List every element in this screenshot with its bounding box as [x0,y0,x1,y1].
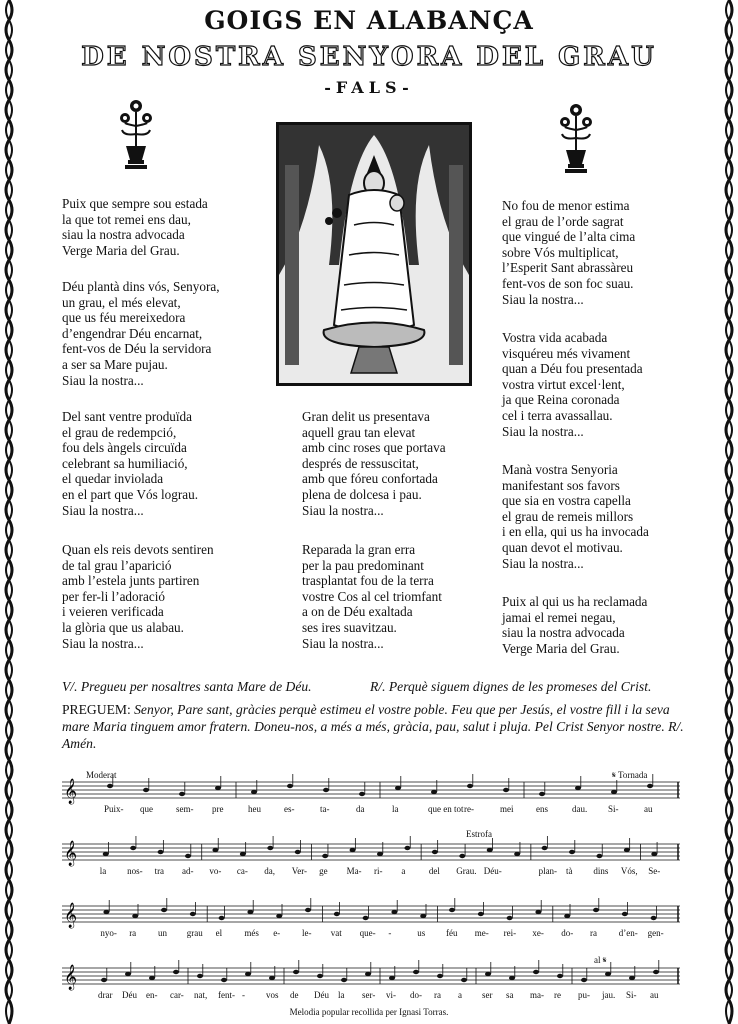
verse-line: plena de dolcesa i pau. [302,486,422,502]
note-head [651,852,657,856]
verse-line: fent-vos de son foc suau. [502,275,634,291]
lyric-syllable: la [99,866,107,876]
lyric-syllable: ser [482,990,493,1000]
stanza-col3-c [502,462,649,571]
lyric-syllable: le- [302,928,312,938]
verse-line: en el part que Vós lograu. [62,486,198,502]
lyric-syllable: me- [474,928,489,938]
lyric-syllable: ra [129,928,137,938]
lyric-syllable: mei [500,804,514,814]
note-head [647,784,653,788]
lyric-syllable: a [458,990,462,1000]
note-head [125,972,131,976]
lyric-syllable: vat [330,928,342,938]
lyric-syllable: vo- [209,866,222,876]
note-head [161,908,167,912]
verse-line: l’Esperit Sant abrassàreu [502,260,634,276]
verse-line: a on de Déu exaltada [302,604,413,620]
lyric-syllable: a [401,866,406,876]
title-line-2: DE NOSTRA SENYORA DEL GRAU [81,42,657,72]
lyric-syllable: jau. [602,990,616,1000]
note-head [132,914,138,918]
verse-line: Reparada la gran erra [302,542,416,557]
lyric-syllable: Si- [608,804,619,814]
verse-line: sobre Vós multiplicat, [502,244,619,260]
flower-vase-ornament-left [116,96,156,172]
lyric-syllable: Puix- [104,804,124,814]
verse-line: de tal grau l’aparició [62,557,172,573]
flower-vase-ornament-right [556,100,596,176]
verse-line: cel i terra avassallau. [502,407,613,423]
note-head [197,974,203,978]
note-head [130,846,136,850]
lyric-syllable: ens [536,804,548,814]
response: R/. Perquè siguem dignes de les promeses del Crist. [370,679,652,694]
lyric-syllable: da, [264,866,276,876]
lyric-syllable: ri- [374,866,383,876]
lyric-syllable: au [650,990,659,1000]
stanza-col2-b [302,542,442,651]
verse-line: la que tot remei ens dau, [62,211,191,227]
lyric-syllable: pre [212,804,224,814]
verse-line: Vostra vida acabada [502,330,608,345]
note-head [629,976,635,980]
estrofa-marking: Estrofa [466,829,492,839]
lyric-syllable: Se- [648,866,661,876]
note-head [323,788,329,792]
note-head [651,916,657,920]
lyric-syllable: dins [593,866,609,876]
note-head [449,908,455,912]
lyric-syllable: Déu- [483,866,502,876]
note-head [293,970,299,974]
lyric-syllable: ra [434,990,441,1000]
lyric-syllable: ma- [530,990,544,1000]
verse-line: vostra virtut excel·lent, [502,376,625,392]
verse-line: Verge Maria del Grau. [62,242,180,258]
subtitle-fals: -FALS- [324,78,414,97]
note-head [295,850,301,854]
verse-line: Quan els reis devots sentiren [62,542,214,557]
verse-line: el quedar inviolada [62,471,164,487]
note-head [542,846,548,850]
note-head [185,854,191,858]
verse-line: el grau de redempció, [62,424,177,440]
verse-line: després de ressuscitat, [302,455,419,471]
stanza-col2-a [302,409,446,518]
verse-line: a ser sa Mare pujau. [62,356,168,372]
stanza-col3-a [502,198,635,307]
verse-line: Verge Maria del Grau. [502,640,620,656]
note-head [377,852,383,856]
verse-line: Puix que sempre sou estada [62,196,208,211]
lyric-syllable: es- [284,804,295,814]
verse-line: amb cinc roses que portava [302,440,446,456]
verse-line: visquéreu més vivament [502,345,631,361]
lyric-syllable: que en tot [428,804,464,814]
al-segno-marking: al 𝄋 [594,955,607,965]
note-head [305,908,311,912]
verse-line: que us féu mereixedora [62,310,186,326]
note-head [391,910,397,914]
verse-line: per fer-li l’adoració [62,588,165,604]
verse-line: celebrant sa humiliació, [62,455,188,471]
verse-line: i veieren verificada [62,604,164,620]
lyric-syllable: ra [590,928,597,938]
verse-line: el grau de remeis millors [502,508,634,524]
verse-line: fent-vos de Déu la servidora [62,341,212,357]
al-label: al [594,955,601,965]
note-head [221,978,227,982]
note-head [363,916,369,920]
stanza-col1-d [62,542,214,651]
verse-line: Siau la nostra... [502,291,584,307]
lyric-syllable: en- [146,990,158,1000]
note-head [611,790,617,794]
lyric-syllable: sa [506,990,514,1000]
stanza-col1-a [62,196,208,258]
note-head [485,972,491,976]
note-head [212,848,218,852]
verse-line: la glòria que us alabau. [62,619,184,635]
note-head [461,978,467,982]
note-head [459,854,465,858]
verse-line: el grau de l’orde sagrat [502,213,624,229]
note-head [245,972,251,976]
note-head [107,784,113,788]
lyric-syllable: drar [98,990,113,1000]
note-head [251,790,257,794]
verse-line: que vingué de l’alta cima [502,229,636,245]
lyric-syllable: do- [410,990,422,1000]
lyric-syllable: ser- [362,990,376,1000]
lyric-syllable: que [140,804,153,814]
note-head [103,910,109,914]
lyric-syllable: e- [273,928,281,938]
note-head [605,972,611,976]
note-head [503,788,509,792]
lyric-syllable: pu- [578,990,590,1000]
stanza-col3-d [502,594,647,656]
note-head [404,846,410,850]
note-head [581,978,587,982]
note-head [596,854,602,858]
lyric-syllable: més [244,928,259,938]
lyric-syllable: vi- [386,990,396,1000]
note-head [535,910,541,914]
note-head [101,978,107,982]
lyric-syllable: la [392,804,399,814]
note-head [539,792,545,796]
prayer-label: PREGUEM: [62,702,131,717]
lyric-syllable: nos- [127,866,143,876]
verse-line: fou dels àngels circuïda [62,440,187,456]
treble-clef-icon: 𝄞 [64,965,78,990]
note-head [395,786,401,790]
note-head [569,850,575,854]
note-head [478,912,484,916]
note-head [341,978,347,982]
versicle: V/. Pregueu per nosaltres santa Mare de Déu. [62,679,312,694]
lyric-syllable: ca- [236,866,248,876]
verse-line: d’engendrar Déu encarnat, [62,325,203,341]
lyric-syllable: de [290,990,299,1000]
prayer-text: Senyor, Pare sant, gràcies perquè estimeu el vostre poble. Feu que per Jesús, el vostre fill i la seva mare Maria tinguem amor fratern. Doneu-nos, a més a més, gràcia, pau, salut i pluja. Pel Crist Senyor nostre. R/. Amén. [62,702,684,751]
lyric-syllable: Si- [626,990,637,1000]
verse-line: Siau la nostra... [62,635,144,651]
note-head [575,786,581,790]
lyric-syllable: us [417,928,426,938]
verse-line: No fou de menor estima [502,198,630,213]
lyric-syllable: gen- [647,928,664,938]
lyric-syllable: tà [566,866,573,876]
lyric-syllable: - [388,928,392,938]
verse-line: i en ella, qui us ha invocada [502,524,649,540]
stanza-col3-b [502,330,643,439]
verse-line: ja que Reina coronada [502,392,620,408]
verse-line: Siau la nostra... [62,502,144,518]
lyric-syllable: au [644,804,653,814]
lyric-syllable: un [158,928,167,938]
note-head [276,914,282,918]
treble-clef-icon: 𝄞 [64,779,78,804]
lyric-syllable: que- [359,928,376,938]
verse-line: aquell grau tan elevat [302,424,416,440]
note-head [103,852,109,856]
verse-line: per la pau predominant [302,557,424,573]
lyric-syllable: del [428,866,440,876]
verse-line: manifestant sos favors [502,477,620,493]
virgin-engraving-image [276,122,472,386]
note-head [350,848,356,852]
note-head [158,850,164,854]
verse-line: siau la nostra advocada [502,625,625,641]
verse-line: ses ires suavitzau. [302,619,397,635]
left-ornamental-border [2,0,16,1024]
verse-line: Gran delit us presentava [302,409,430,424]
prayer-paragraph [62,701,692,752]
lyric-syllable: xe- [532,928,544,938]
lyric-syllable: da [356,804,365,814]
title-line-1: GOIGS EN ALABANÇA [204,6,534,35]
verse-line: Siau la nostra... [502,423,584,439]
lyric-syllable: vos [266,990,279,1000]
melody-credit: Melodia popular recollida per Ignasi Torras. [289,1007,449,1017]
music-score [62,770,680,1010]
stanza-col1-b [62,279,220,388]
note-head [509,976,515,980]
lyric-syllable: féu [446,928,458,938]
lyric-syllable: plan- [538,866,558,876]
note-head [431,790,437,794]
lyric-syllable: re [554,990,561,1000]
note-head [437,974,443,978]
right-ornamental-border [722,0,736,1024]
lyric-syllable: Déu [314,990,329,1000]
note-head [557,974,563,978]
verse-line: Del sant ventre produïda [62,409,193,424]
lyric-syllable: ta- [320,804,330,814]
note-head [624,848,630,852]
lyric-syllable: sem- [176,804,194,814]
note-head [215,786,221,790]
note-head [622,912,628,916]
verse-line: Manà vostra Senyoria [502,462,618,477]
lyric-syllable: nyo- [100,928,117,938]
note-head [514,852,520,856]
note-head [179,792,185,796]
verse-line: Siau la nostra... [502,555,584,571]
verse-line: siau la nostra advocada [62,227,185,243]
tempo-marking: Moderat [86,770,117,780]
note-head [240,852,246,856]
treble-clef-icon: 𝄞 [64,841,78,866]
verse-line: que sia en vostra capella [502,493,631,509]
note-head [564,914,570,918]
verse-line: Puix al qui us ha reclamada [502,594,648,609]
lyric-syllable: do- [561,928,574,938]
note-head [173,970,179,974]
lyric-syllable: nat, [194,990,208,1000]
lyric-syllable: la [338,990,345,1000]
lyric-syllable: ad- [182,866,194,876]
note-head [420,914,426,918]
segno-tornada: 𝄋 Tornada [612,770,648,780]
lyric-syllable: heu [248,804,261,814]
note-head [359,792,365,796]
note-head [322,854,328,858]
verse-line: un grau, el més elevat, [62,294,181,310]
verse-line: Siau la nostra... [302,502,384,518]
note-head [487,848,493,852]
lyric-syllable: d’en- [618,928,638,938]
verse-line: amb l’estela junts partiren [62,573,200,589]
note-head [267,846,273,850]
stanza-col1-c [62,409,198,518]
lyric-syllable: re- [464,804,474,814]
note-head [365,972,371,976]
lyric-syllable: el [215,928,223,938]
verse-line: amb que fóreu confortada [302,471,438,487]
verse-line: vostre Cos al cel triomfant [302,588,442,604]
lyric-syllable: Vós, [620,866,638,876]
lyric-syllable: Déu [122,990,137,1000]
verse-line: Siau la nostra... [62,372,144,388]
note-head [593,908,599,912]
verse-line: trasplantat fou de la terra [302,573,434,589]
note-head [149,976,155,980]
verse-line: Déu plantà dins vós, Senyora, [62,279,220,294]
verse-line: jamai el remei negau, [502,609,616,625]
lyric-syllable: fent- [218,990,235,1000]
note-head [317,974,323,978]
note-head [507,916,513,920]
lyric-syllable: - [242,990,245,1000]
verse-line: quan a Déu fou presentada [502,361,643,377]
note-head [143,788,149,792]
note-head [413,970,419,974]
lyric-syllable: Ma- [346,866,362,876]
note-head [287,784,293,788]
note-head [432,850,438,854]
note-head [389,976,395,980]
lyric-syllable: dau. [572,804,588,814]
lyric-syllable: Grau. [456,866,477,876]
verse-line: Siau la nostra... [302,635,384,651]
note-head [334,912,340,916]
note-head [467,784,473,788]
note-head [533,970,539,974]
note-head [653,970,659,974]
lyric-syllable: car- [170,990,184,1000]
note-head [247,910,253,914]
note-head [219,916,225,920]
lyric-syllable: ge [319,866,328,876]
lyric-syllable: tra [154,866,165,876]
tornada-label: Tornada [617,770,648,780]
verse-line: quan devot el motivau. [502,539,623,555]
lyric-syllable: Ver- [291,866,308,876]
treble-clef-icon: 𝄞 [64,903,78,928]
lyric-syllable: rei- [503,928,517,938]
lyric-syllable: grau [186,928,203,938]
note-head [269,976,275,980]
note-head [190,912,196,916]
